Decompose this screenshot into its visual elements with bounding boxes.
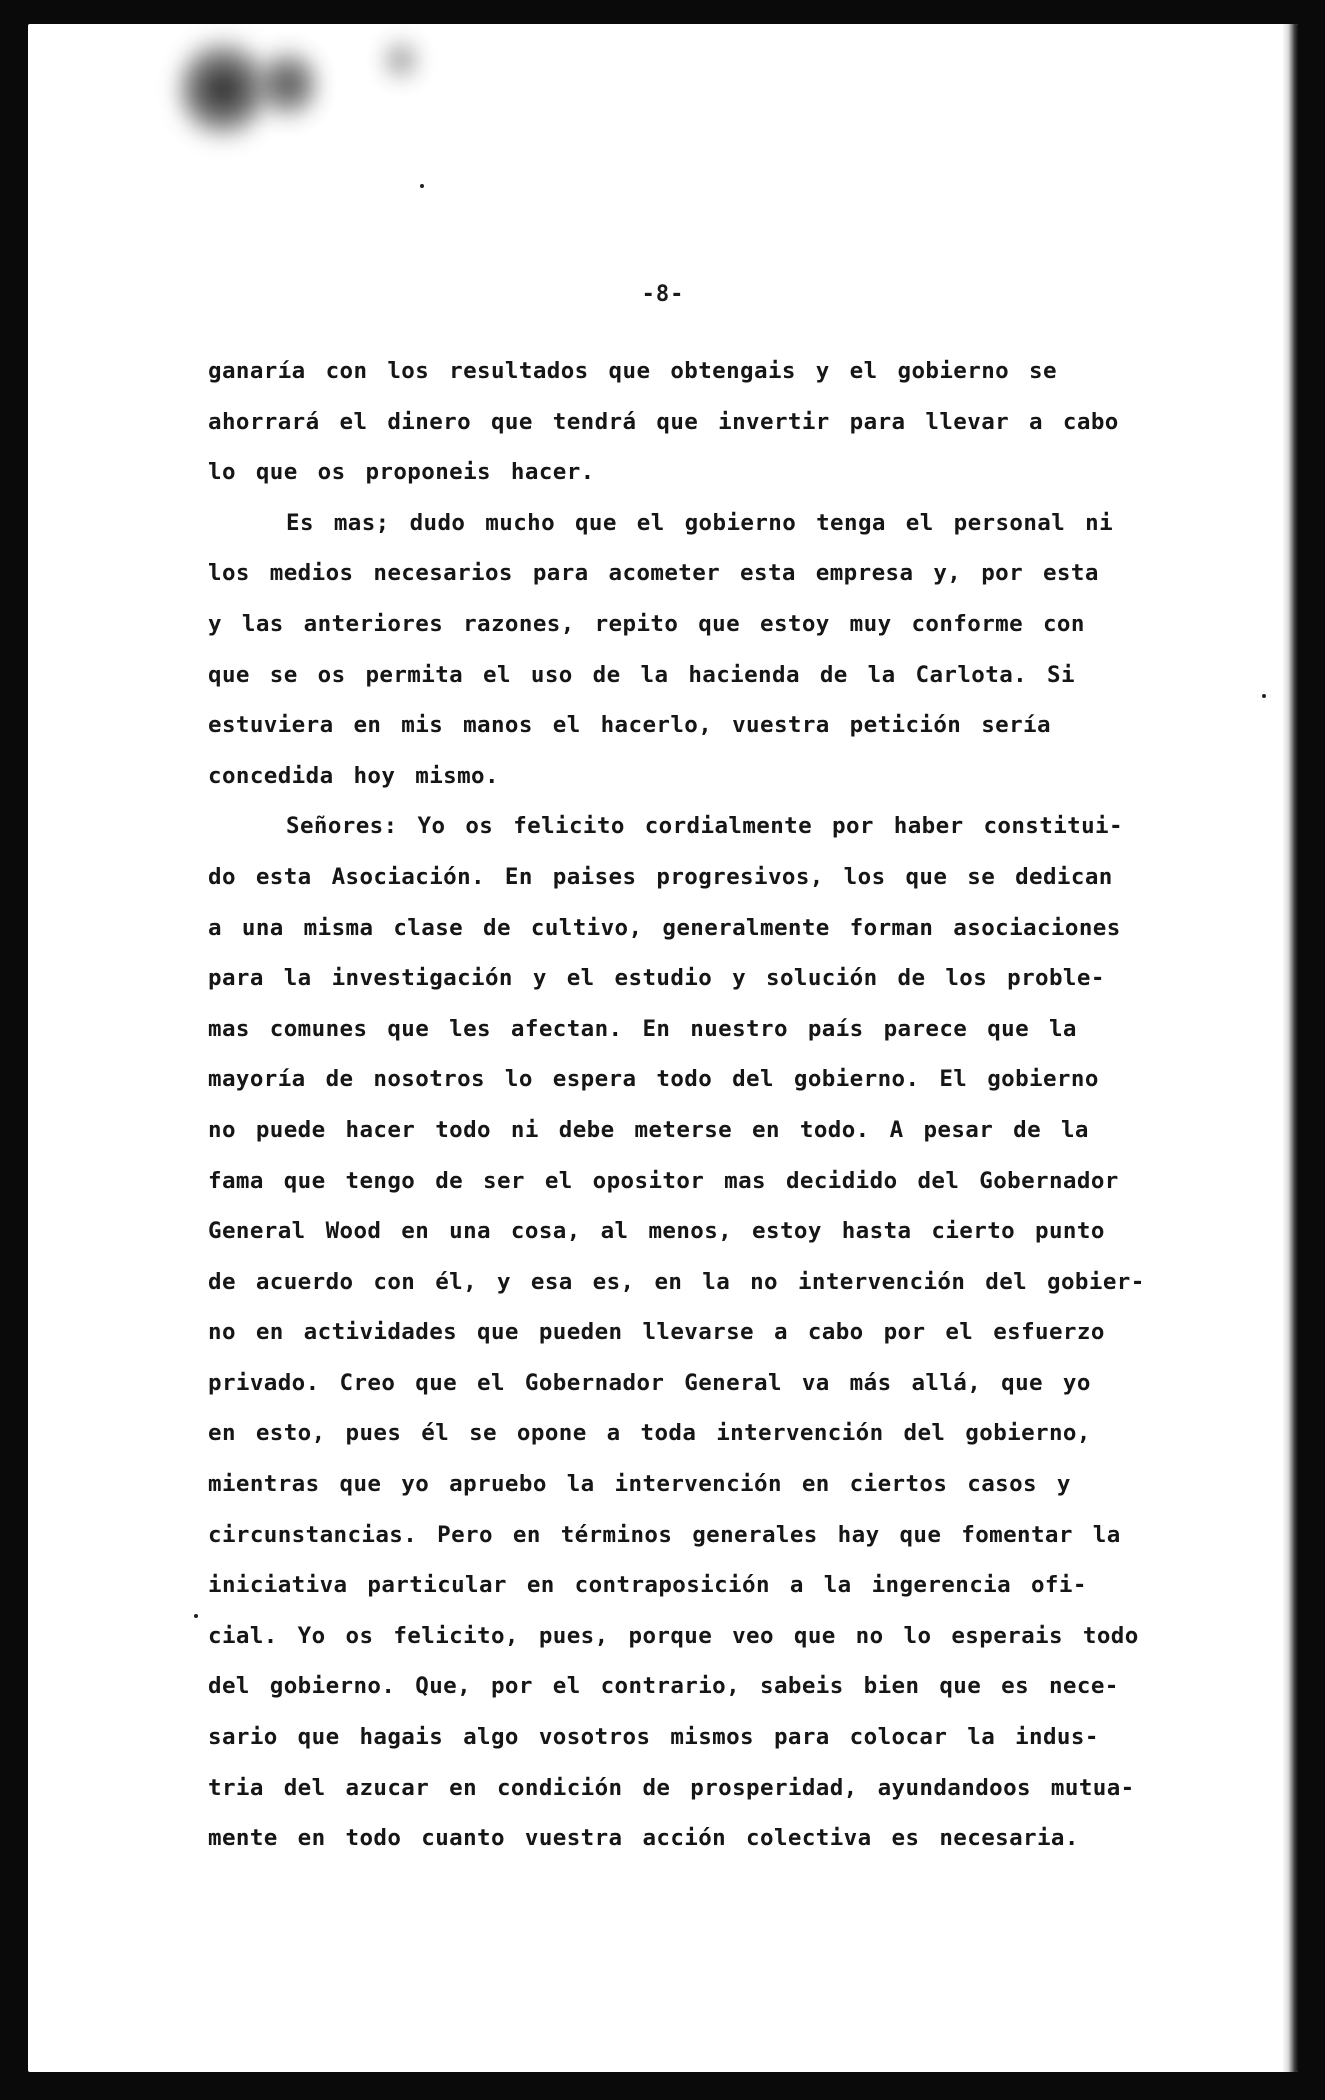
ink-speck (194, 1614, 198, 1618)
body-text (208, 346, 1208, 1864)
text-line: ganaría con los resultados que obtengais y el gobierno se (208, 358, 1057, 384)
text-line: mayoría de nosotros lo espera todo del gobierno. El gobierno (208, 1066, 1099, 1093)
text-line: del gobierno. Que, por el contrario, sabeis bien que es nece- (208, 1673, 1119, 1700)
ink-smudge (383, 36, 419, 84)
text-line: de acuerdo con él, y esa es, en la no intervención del gobier- (208, 1268, 1145, 1295)
text-line: tria del azucar en condición de prosperidad, ayundandoos mutua- (208, 1774, 1135, 1801)
text-line: para la investigación y el estudio y solución de los proble- (208, 965, 1105, 992)
paragraph-start-line: Señores: Yo os felicito cordialmente por haber constitui- (286, 813, 1123, 840)
text-line: mente en todo cuanto vuestra acción colectiva es necesaria. (208, 1825, 1079, 1852)
text-line: que se os permita el uso de la hacienda de la Carlota. Si (208, 661, 1075, 688)
text-line: los medios necesarios para acometer esta empresa y, por esta (208, 560, 1099, 587)
text-line: cial. Yo os felicito, pues, porque veo que no lo esperais todo (208, 1622, 1139, 1649)
ink-speck (420, 184, 424, 188)
text-line: y las anteriores razones, repito que estoy muy conforme con (208, 610, 1085, 637)
text-line: no en actividades que pueden llevarse a cabo por el esfuerzo (208, 1319, 1105, 1346)
ink-smudge (258, 44, 318, 124)
text-line: sario que hagais algo vosotros mismos para colocar la indus- (208, 1724, 1099, 1751)
text-line: privado. Creo que el Gobernador General va más allá, que yo (208, 1369, 1091, 1396)
text-line: en esto, pues él se opone a toda intervención del gobierno, (208, 1420, 1091, 1447)
document-page (28, 24, 1298, 2072)
ink-speck (1262, 694, 1266, 698)
text-line: mientras que yo apruebo la intervención en ciertos casos y (208, 1471, 1071, 1498)
text-line: ahorrará el dinero que tendrá que invertir para llevar a cabo (208, 408, 1119, 435)
text-line: fama que tengo de ser el opositor mas decidido del Gobernador (208, 1167, 1119, 1194)
paragraph-start-line: Es mas; dudo mucho que el gobierno tenga el personal ni (286, 509, 1114, 536)
page-edge-shadow (1282, 24, 1298, 2072)
text-line: lo que os proponeis hacer. (208, 459, 595, 486)
text-line: do esta Asociación. En paises progresivos, los que se dedican (208, 863, 1113, 890)
text-line: iniciativa particular en contraposición a la ingerencia ofi- (208, 1572, 1087, 1599)
page-number: -8- (641, 282, 685, 307)
text-line: concedida hoy mismo. (208, 762, 499, 789)
text-line: estuviera en mis manos el hacerlo, vuestra petición sería (208, 712, 1051, 739)
ink-smudge (178, 34, 268, 144)
text-line: circunstancias. Pero en términos generales hay que fomentar la (208, 1521, 1121, 1548)
text-line: mas comunes que les afectan. En nuestro país parece que la (208, 1015, 1077, 1042)
text-line: no puede hacer todo ni debe meterse en todo. A pesar de la (208, 1116, 1089, 1143)
text-line: a una misma clase de cultivo, generalmente forman asociaciones (208, 914, 1121, 941)
text-line: General Wood en una cosa, al menos, estoy hasta cierto punto (208, 1218, 1105, 1245)
